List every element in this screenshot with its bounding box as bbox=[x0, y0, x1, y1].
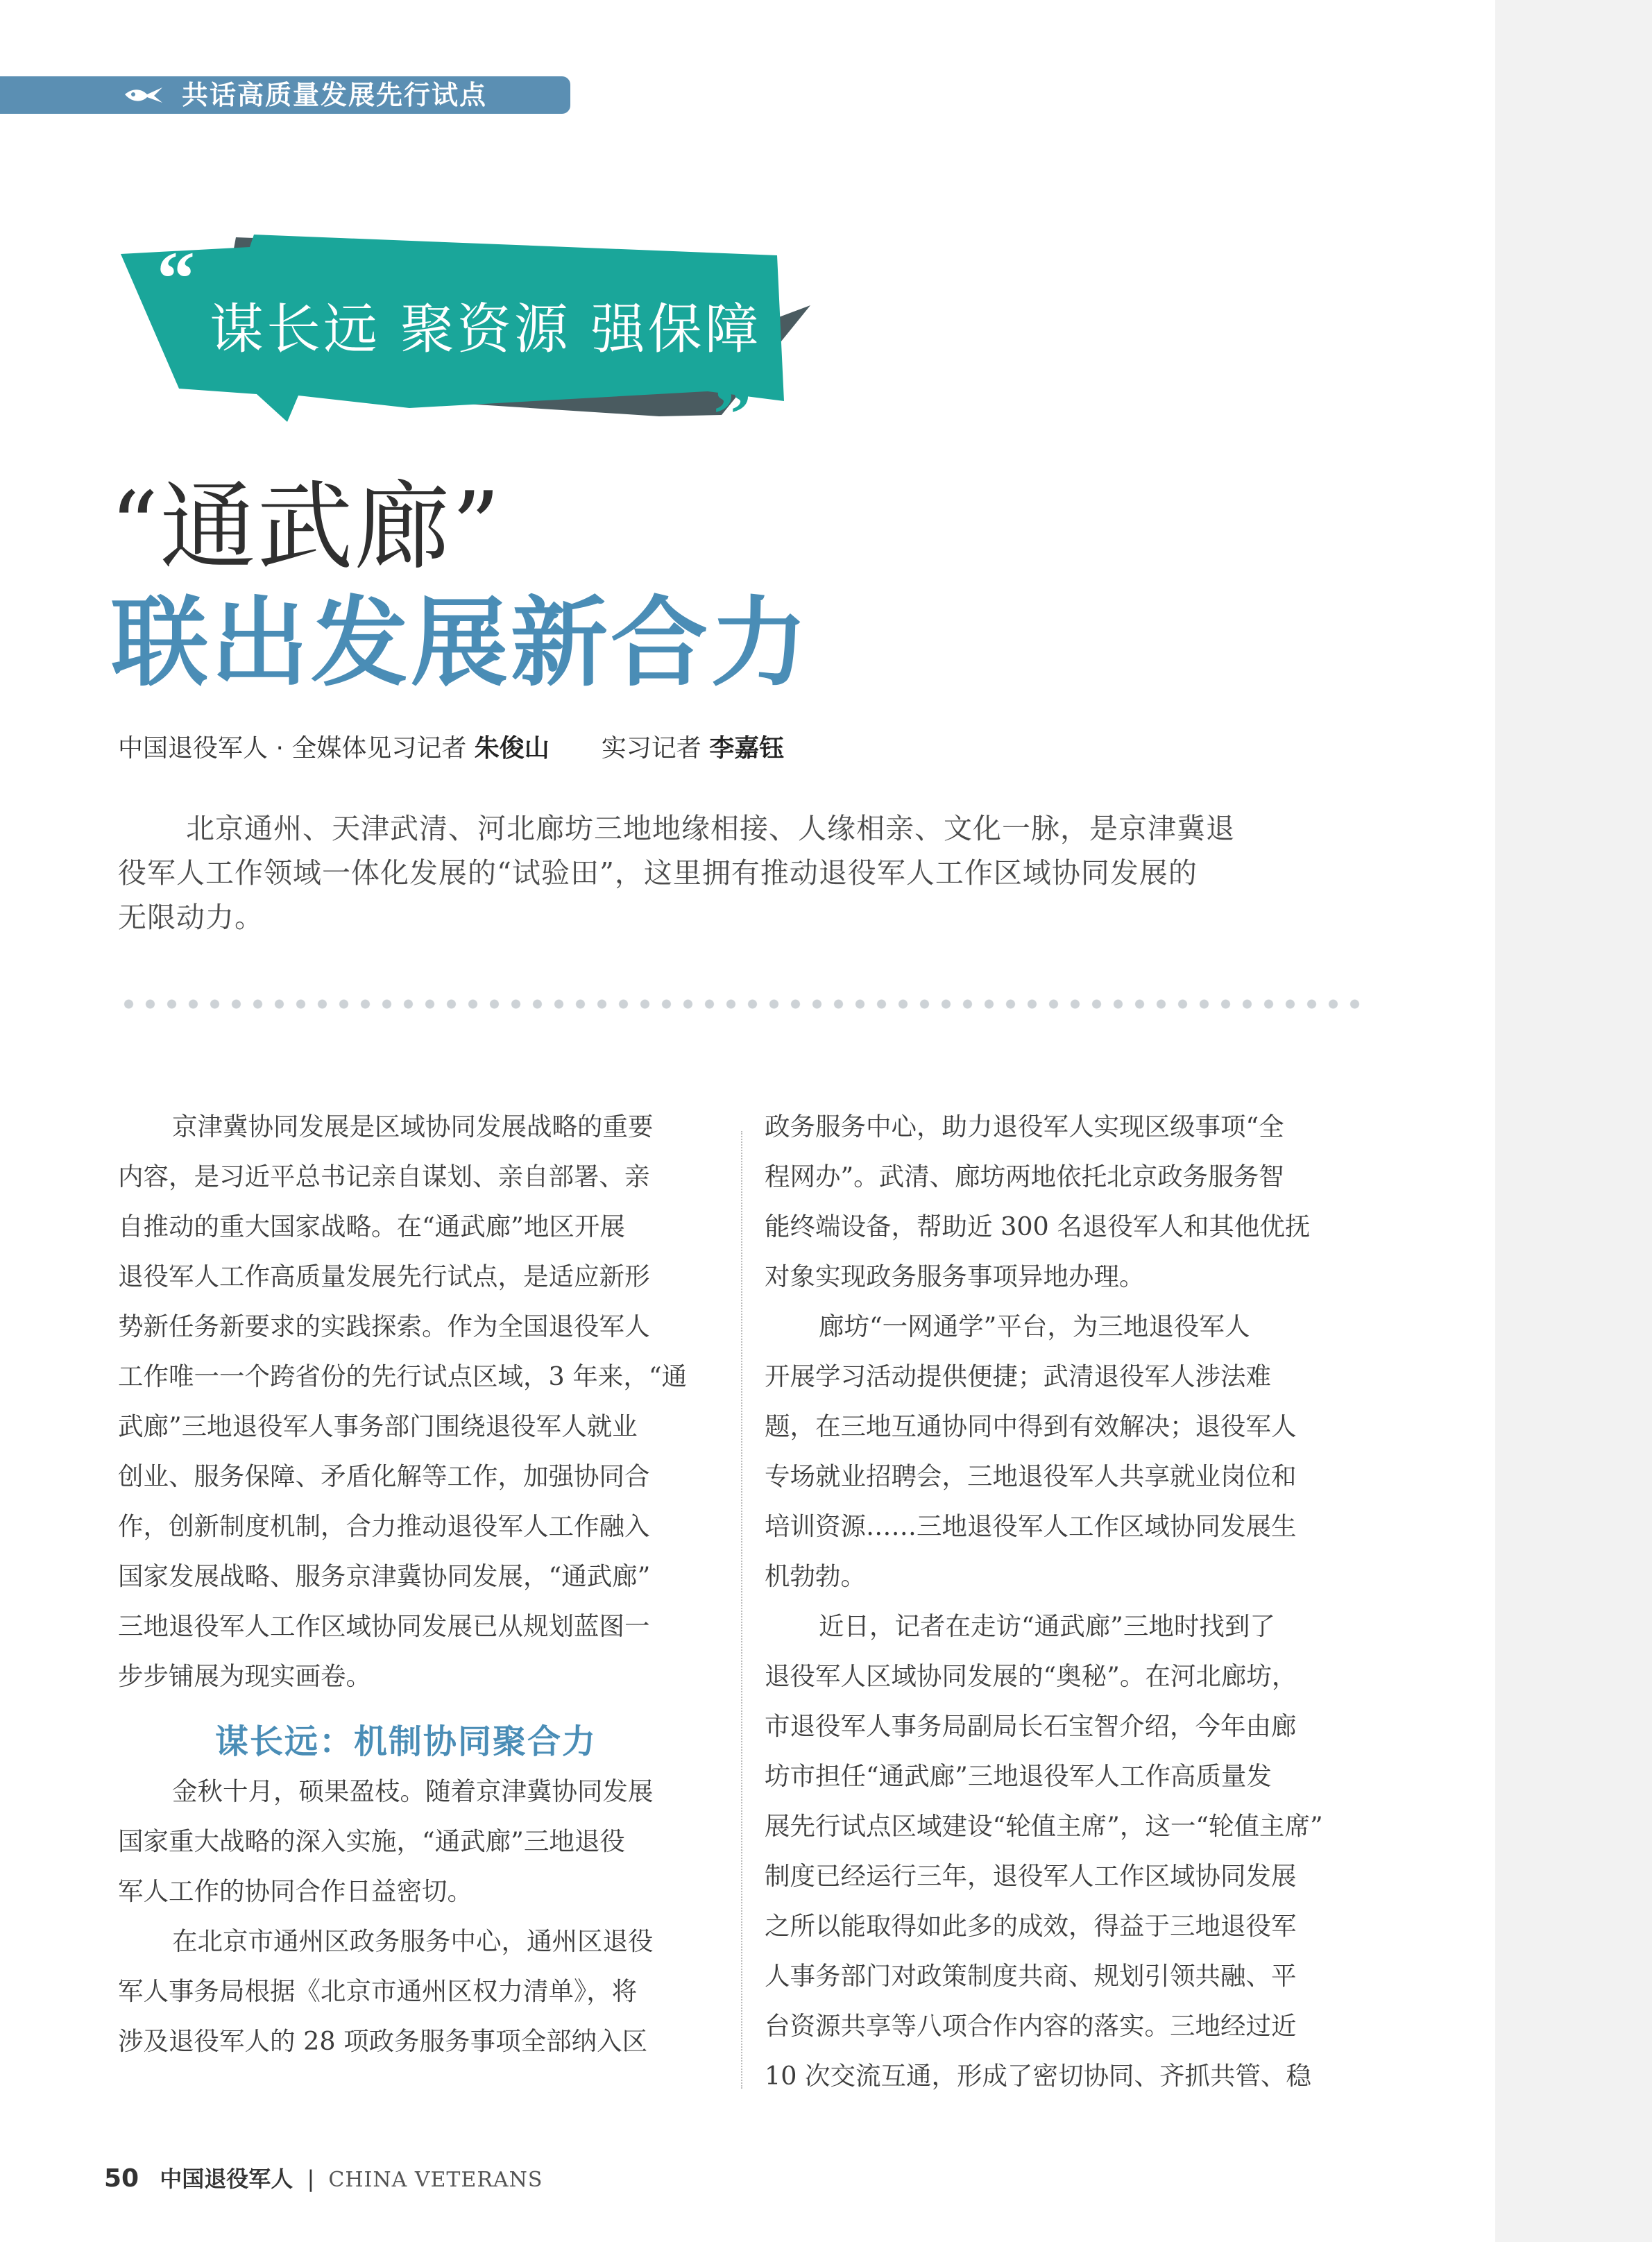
text-line: 步步铺展为现实画卷。 bbox=[118, 1661, 371, 1691]
page-title-line-2: 联出发展新合力 bbox=[111, 587, 811, 700]
text-line: 专场就业招聘会，三地退役军人共享就业岗位和 bbox=[765, 1461, 1297, 1491]
text-line: 对象实现政务服务事项异地办理。 bbox=[765, 1262, 1145, 1291]
text-line: 展先行试点区域建设“轮值主席”，这一“轮值主席” bbox=[765, 1811, 1323, 1841]
text-line: 制度已经运行三年，退役军人工作区域协同发展 bbox=[765, 1861, 1297, 1891]
text-line: 军人事务局根据《北京市通州区权力清单》，将 bbox=[118, 1976, 638, 2006]
text-line: 程网办”。武清、廊坊两地依托北京政务服务智 bbox=[765, 1162, 1284, 1191]
byline-middle: 实习记者 bbox=[601, 734, 701, 763]
page-margin bbox=[1495, 0, 1652, 2242]
text-line: 退役军人工作高质量发展先行试点，是适应新形 bbox=[118, 1262, 650, 1291]
close-quote-mark: ” bbox=[713, 372, 751, 429]
section-tag-label: 共话高质量发展先行试点 bbox=[182, 80, 488, 110]
section-subheading: 谋长远：机制协同聚合力 bbox=[215, 1722, 597, 1761]
byline-author-1: 朱俊山 bbox=[474, 734, 550, 763]
text-line: 工作唯一一个跨省份的先行试点区域，3 年来，“通 bbox=[118, 1361, 687, 1391]
text-line: 坊市担任“通武廊”三地退役军人工作高质量发 bbox=[765, 1761, 1272, 1791]
text-line: 廊坊“一网通学”平台，为三地退役军人 bbox=[819, 1311, 1250, 1341]
paragraph bbox=[118, 1917, 718, 2066]
article-column-right bbox=[765, 1102, 1365, 2101]
page-footer bbox=[104, 2164, 543, 2196]
text-line: 近日，记者在走访“通武廊”三地时找到了 bbox=[819, 1611, 1275, 1641]
text-line: 题，在三地互通协同中得到有效解决；退役军人 bbox=[765, 1411, 1297, 1441]
text-line: 三地退役军人工作区域协同发展已从规划蓝图一 bbox=[118, 1611, 650, 1641]
article-column-left bbox=[118, 1102, 718, 2066]
paragraph bbox=[118, 1767, 718, 1917]
banner-text: 谋长远 聚资源 强保障 bbox=[210, 298, 762, 361]
paragraph bbox=[765, 1302, 1365, 1602]
text-line: 政务服务中心，助力退役军人实现区级事项“全 bbox=[765, 1112, 1284, 1141]
text-line: 国家重大战略的深入实施，“通武廊”三地退役 bbox=[118, 1826, 625, 1856]
page-title-line-1: “通武廊” bbox=[110, 471, 502, 583]
text-line: 机勃勃。 bbox=[765, 1561, 866, 1591]
text-line: 退役军人区域协同发展的“奥秘”。在河北廊坊， bbox=[765, 1661, 1297, 1691]
text-line: 自推动的重大国家战略。在“通武廊”地区开展 bbox=[118, 1212, 625, 1241]
text-line: 市退役军人事务局副局长石宝智介绍，今年由廊 bbox=[765, 1711, 1297, 1741]
page-number: 50 bbox=[104, 2164, 139, 2193]
text-line: 开展学习活动提供便捷；武清退役军人涉法难 bbox=[765, 1361, 1271, 1391]
lead-line: 无限动力。 bbox=[118, 901, 264, 934]
text-line: 人事务部门对政策制度共商、规划引领共融、平 bbox=[765, 1961, 1297, 1991]
dotted-divider bbox=[118, 998, 1367, 1010]
text-line: 国家发展战略、服务京津冀协同发展，“通武廊” bbox=[118, 1561, 651, 1591]
text-line: 创业、服务保障、矛盾化解等工作，加强协同合 bbox=[118, 1461, 650, 1491]
magazine-name: 中国退役军人 bbox=[160, 2166, 293, 2192]
text-line: 武廊”三地退役军人事务部门围绕退役军人就业 bbox=[118, 1411, 638, 1441]
text-line: 势新任务新要求的实践探索。作为全国退役军人 bbox=[118, 1311, 650, 1341]
text-line: 作，创新制度机制，合力推动退役军人工作融入 bbox=[118, 1511, 650, 1541]
dove-icon bbox=[124, 85, 164, 105]
text-line: 在北京市通州区政务服务中心，通州区退役 bbox=[172, 1926, 654, 1956]
text-line: 之所以能取得如此多的成效，得益于三地退役军 bbox=[765, 1911, 1297, 1941]
magazine-english-name: CHINA VETERANS bbox=[328, 2168, 543, 2192]
text-line: 京津冀协同发展是区域协同发展战略的重要 bbox=[172, 1112, 654, 1141]
paragraph bbox=[765, 1102, 1365, 1302]
text-line: 军人工作的协同合作日益密切。 bbox=[118, 1876, 472, 1906]
byline-author-2: 李嘉钰 bbox=[709, 734, 785, 763]
text-line: 10 次交流互通，形成了密切协同、齐抓共管、稳 bbox=[765, 2061, 1312, 2091]
text-line: 培训资源……三地退役军人工作区域协同发展生 bbox=[765, 1511, 1297, 1541]
footer-separator: | bbox=[307, 2166, 315, 2192]
text-line: 台资源共享等八项合作内容的落实。三地经过近 bbox=[765, 2011, 1297, 2041]
open-quote-mark: “ bbox=[157, 236, 195, 321]
paragraph bbox=[118, 1102, 718, 1701]
byline-prefix: 中国退役军人 · 全媒体见习记者 bbox=[118, 734, 467, 763]
paragraph bbox=[765, 1602, 1365, 2101]
text-line: 金秋十月，硕果盈枝。随着京津冀协同发展 bbox=[172, 1776, 654, 1806]
column-divider bbox=[741, 1131, 742, 2089]
section-tag bbox=[0, 76, 570, 114]
text-line: 能终端设备，帮助近 300 名退役军人和其他优抚 bbox=[765, 1212, 1311, 1241]
lead-line: 北京通州、天津武清、河北廊坊三地地缘相接、人缘相亲、文化一脉，是京津冀退 bbox=[186, 812, 1235, 845]
text-line: 涉及退役军人的 28 项政务服务事项全部纳入区 bbox=[118, 2026, 648, 2056]
byline bbox=[118, 730, 784, 767]
text-line: 内容，是习近平总书记亲自谋划、亲自部署、亲 bbox=[118, 1162, 650, 1191]
lead-paragraph bbox=[118, 806, 1367, 940]
lead-line: 役军人工作领域一体化发展的“试验田”，这里拥有推动退役军人工作区域协同发展的 bbox=[118, 856, 1198, 890]
